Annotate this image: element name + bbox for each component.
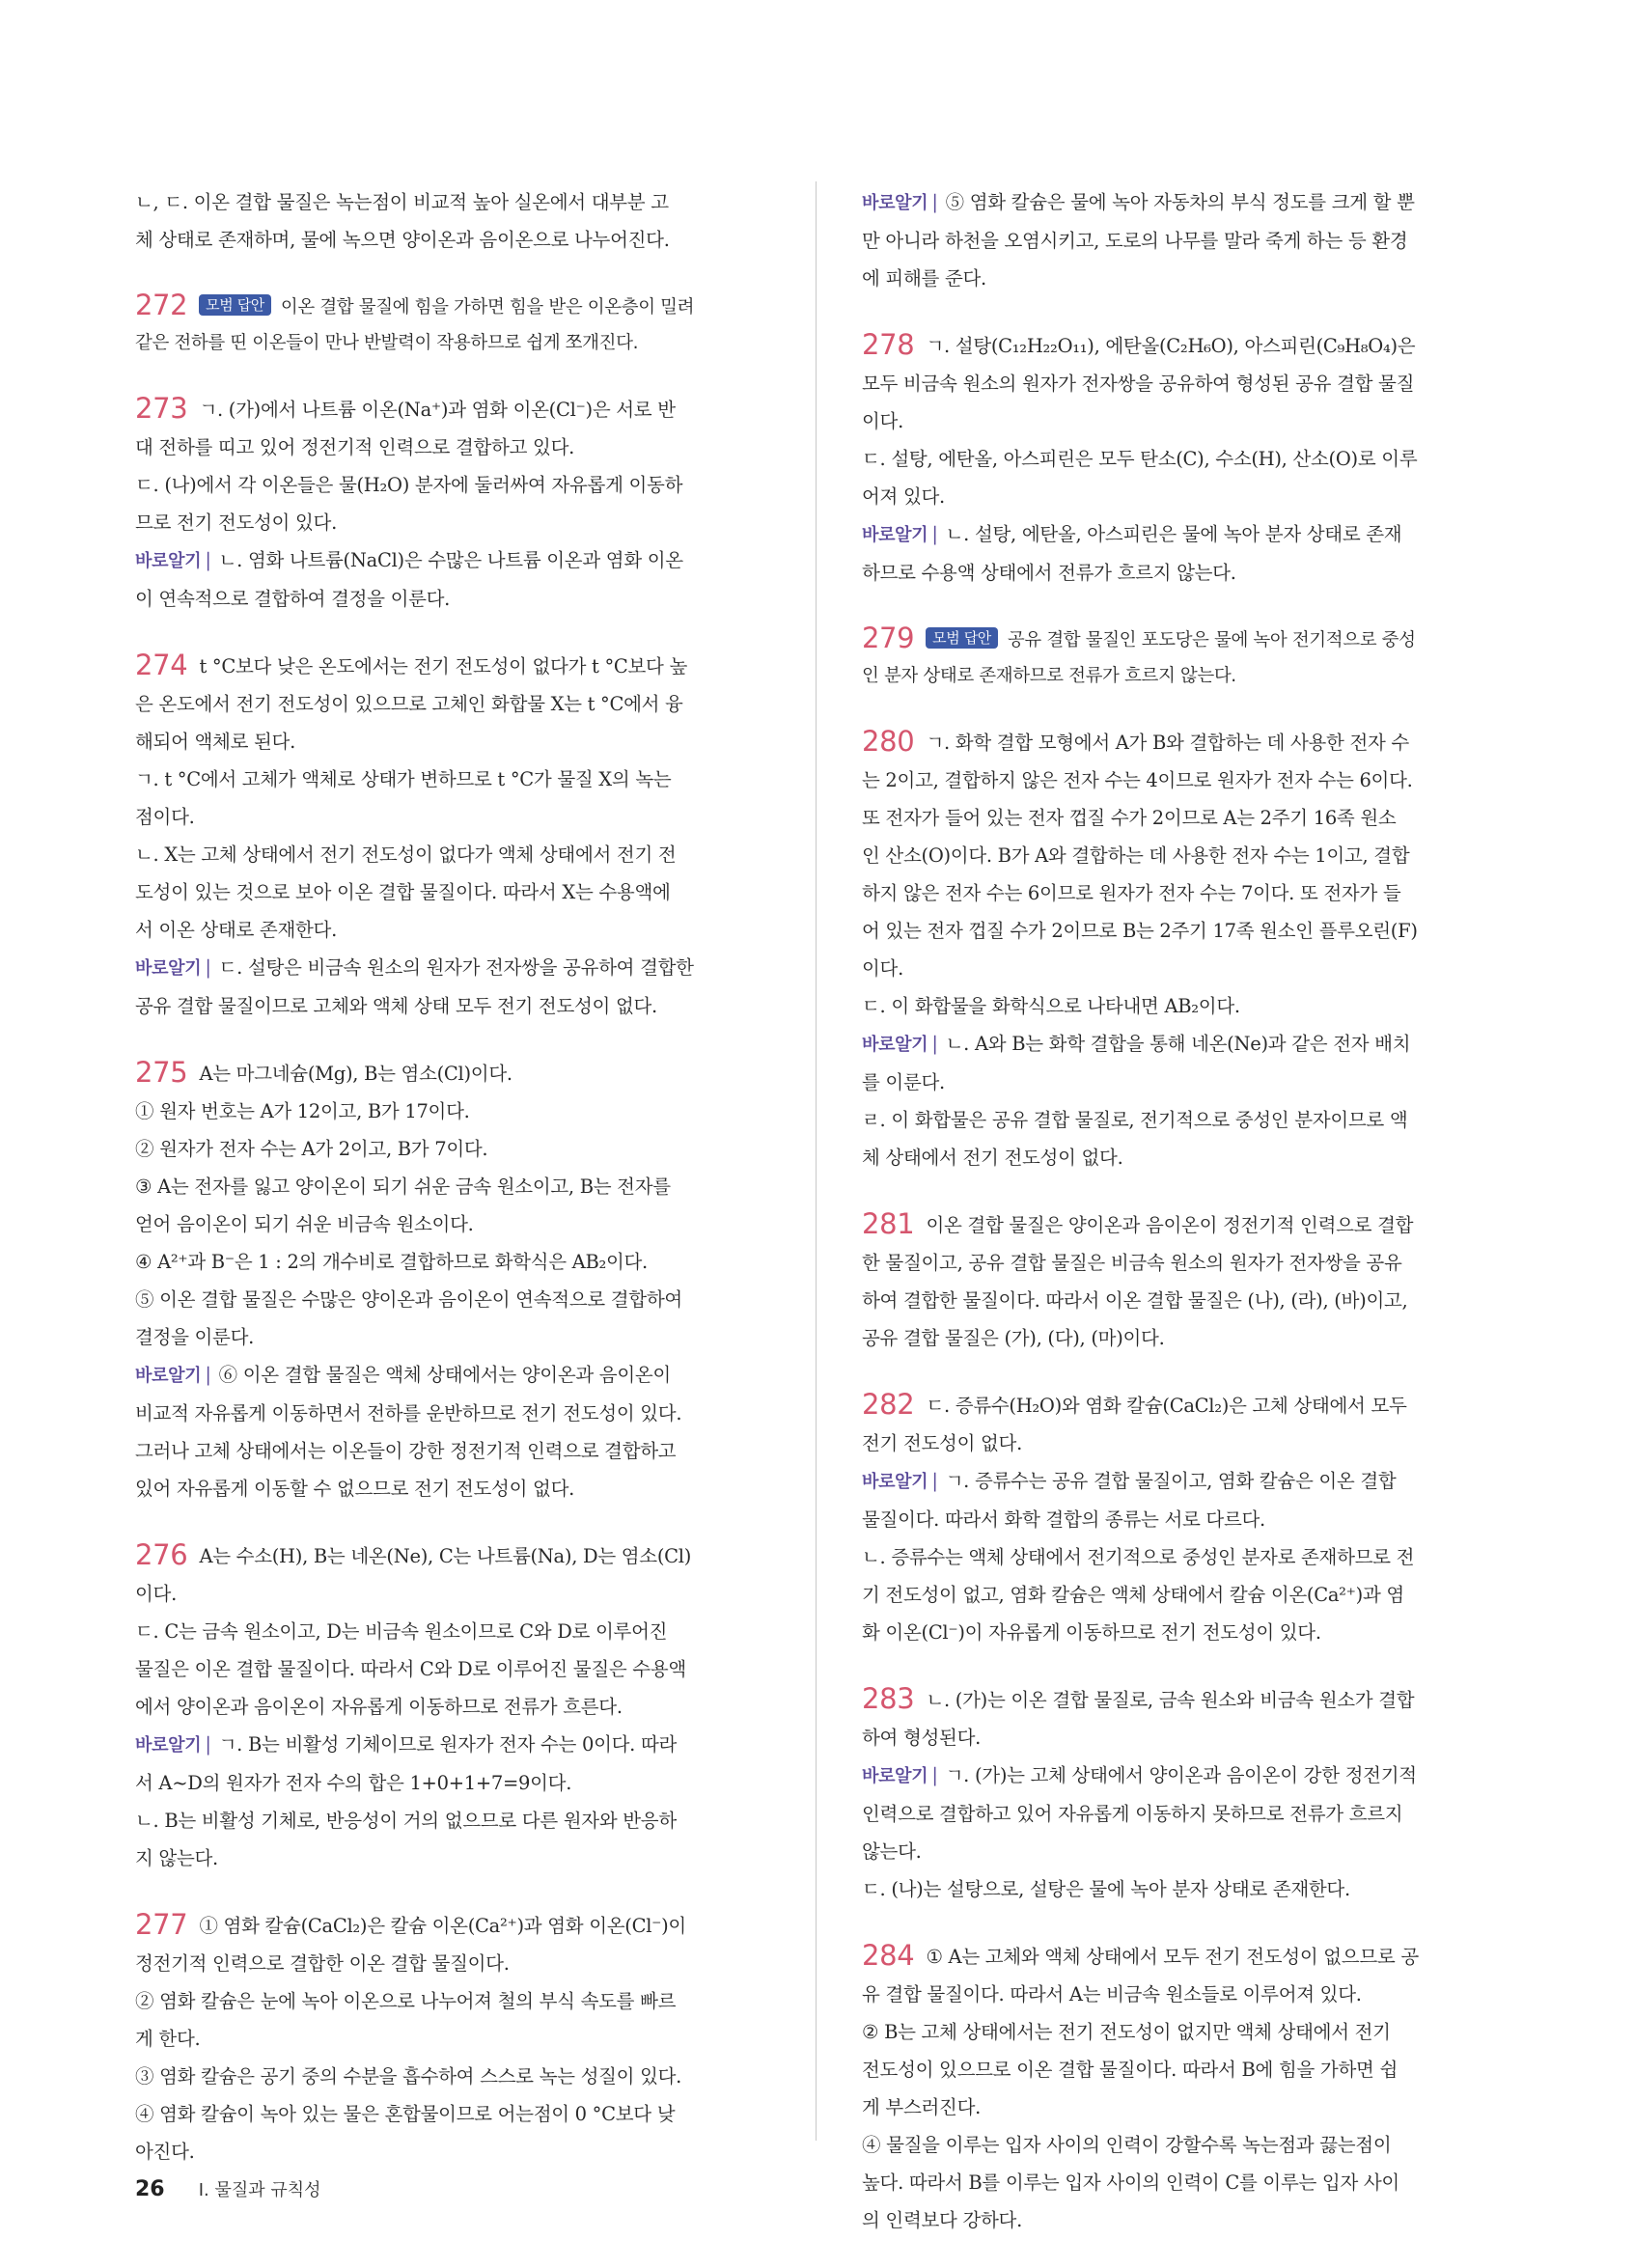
answer-line: 물질은 이온 결합 물질이다. 따라서 C와 D로 이루어진 물질은 수용액 [135, 1658, 686, 1680]
correction-line: ㄹ. 이 화합물은 공유 결합 물질로, 전기적으로 중성인 분자이므로 액 [862, 1109, 1408, 1131]
answer-274 [135, 647, 791, 1025]
answer-277-continued [862, 183, 1518, 297]
answer-line: 게 한다. [135, 2028, 201, 2050]
correction-bar: | [931, 191, 938, 213]
correction-line: 체 상태에서 전기 전도성이 없다. [862, 1147, 1123, 1169]
model-answer-line: 인 분자 상태로 존재하므로 전류가 흐르지 않는다. [862, 666, 1236, 686]
correction-bar: | [205, 956, 211, 979]
answer-line [862, 1386, 1518, 1424]
answer-line [862, 326, 1518, 365]
left-column [135, 183, 791, 2199]
model-answer-line [135, 288, 791, 325]
answer-line: 체 상태로 존재하며, 물에 녹으면 양이온과 음이온으로 나누어진다. [135, 229, 670, 251]
answer-line [862, 1680, 1518, 1719]
answer-line: 정전기적 인력으로 결합한 이온 결합 물질이다. [135, 1952, 510, 1975]
correction-bar: | [931, 1764, 938, 1786]
answer-282 [862, 1386, 1518, 1651]
model-answer-line [862, 621, 1518, 658]
answer-line: 높다. 따라서 B를 이루는 입자 사이의 인력이 C를 이루는 입자 사이 [862, 2171, 1399, 2194]
correction-line: 서 A~D의 원자가 전자 수의 합은 1+0+1+7=9이다. [135, 1772, 572, 1794]
answer-line: 공유 결합 물질은 (가), (다), (마)이다. [862, 1327, 1165, 1349]
answer-278 [862, 326, 1518, 592]
answer-line: ㄷ. (나)에서 각 이온들은 물(H₂O) 분자에 둘러싸여 자유롭게 이동하 [135, 474, 683, 496]
answer-text: ㄷ. 증류수(H₂O)와 염화 칼슘(CaCl₂)은 고체 상태에서 모두 [926, 1395, 1407, 1417]
answer-text: ㄴ. (가)는 이온 결합 물질로, 금속 원소와 비금속 원소가 결합 [926, 1689, 1415, 1711]
correction-line: 이 연속적으로 결합하여 결정을 이룬다. [135, 588, 451, 610]
correction-line: 만 아니라 하천을 오염시키고, 도로의 나무를 말라 죽게 하는 등 환경 [862, 230, 1408, 252]
answer-line: 이다. [135, 1583, 177, 1605]
answer-line: 전도성이 있으므로 이온 결합 물질이다. 따라서 B에 힘을 가하면 쉽 [862, 2059, 1398, 2081]
question-number: 279 [862, 622, 915, 654]
answer-line: 점이다. [135, 806, 195, 828]
answer-line: ④ 염화 칼슘이 녹아 있는 물은 혼합물이므로 어는점이 0 °C보다 낮 [135, 2103, 676, 2125]
model-answer-badge: 모범 답안 [926, 627, 998, 649]
answer-275 [135, 1054, 791, 1507]
correction-text: ㄴ. 염화 나트륨(NaCl)은 수많은 나트륨 이온과 염화 이온 [218, 549, 683, 571]
correction-line: 를 이룬다. [862, 1071, 945, 1093]
answer-277 [135, 1906, 791, 2171]
answer-line: 아진다. [135, 2141, 195, 2163]
correction-text: ㄱ. (가)는 고체 상태에서 양이온과 음이온이 강한 정전기적 [945, 1764, 1417, 1786]
answer-line: 해되어 액체로 된다. [135, 731, 295, 753]
correction-text: ㄱ. 증류수는 공유 결합 물질이고, 염화 칼슘은 이온 결합 [945, 1470, 1397, 1492]
correction-line [862, 1462, 1518, 1501]
answer-line: 에서 양이온과 음이온이 자유롭게 이동하므로 전류가 흐른다. [135, 1696, 623, 1718]
correction-line: 않는다. [862, 1840, 922, 1863]
correction-label: 바로알기 [135, 958, 202, 979]
answer-line: 게 부스러진다. [862, 2096, 982, 2118]
correction-line [135, 541, 791, 580]
correction-text: ⑤ 염화 칼슘은 물에 녹아 자동차의 부식 정도를 크게 할 뿐 [945, 191, 1415, 213]
correction-line: 기 전도성이 없고, 염화 칼슘은 액체 상태에서 칼슘 이온(Ca²⁺)과 염 [862, 1584, 1404, 1606]
answer-line [135, 1536, 791, 1575]
answer-line [135, 390, 791, 429]
correction-text: ㄱ. B는 비활성 기체이므로 원자가 전자 수는 0이다. 따라 [218, 1733, 678, 1756]
question-number: 282 [862, 1388, 915, 1421]
answer-line: 또 전자가 들어 있는 전자 껍질 수가 2이므로 A는 2주기 16족 원소 [862, 807, 1397, 829]
answer-279 [862, 621, 1518, 694]
answer-line [135, 1906, 791, 1945]
answer-284 [862, 1937, 1518, 2239]
correction-text: ㄷ. 설탕은 비금속 원소의 원자가 전자쌍을 공유하여 결합한 [218, 956, 694, 979]
answer-line: 대 전하를 띠고 있어 정전기적 인력으로 결합하고 있다. [135, 436, 575, 458]
question-number: 275 [135, 1056, 188, 1089]
question-number: 277 [135, 1908, 188, 1941]
answer-line: 는 2이고, 결합하지 않은 전자 수는 4이므로 원자가 전자 수는 6이다. [862, 769, 1413, 791]
column-divider [816, 181, 817, 2141]
answer-line: ④ A²⁺과 B⁻은 1 : 2의 개수비로 결합하므로 화학식은 AB₂이다. [135, 1251, 648, 1273]
question-number: 274 [135, 649, 188, 681]
model-answer-line: 같은 전하를 띤 이온들이 만나 반발력이 작용하므로 쉽게 쪼개진다. [135, 333, 639, 353]
page-number: 26 [135, 2177, 165, 2201]
answer-280 [862, 723, 1518, 1176]
correction-bar: | [931, 1033, 938, 1055]
answer-text: 이온 결합 물질은 양이온과 음이온이 정전기적 인력으로 결합 [926, 1214, 1414, 1236]
correction-line: ㄴ. B는 비활성 기체로, 반응성이 거의 없으므로 다른 원자와 반응하 [135, 1810, 677, 1832]
correction-bar: | [931, 523, 938, 545]
answer-271-continued [135, 183, 791, 259]
answer-line: ㄱ. t °C에서 고체가 액체로 상태가 변하므로 t °C가 물질 X의 녹는 [135, 768, 672, 790]
answer-line: ㄴ, ㄷ. 이온 결합 물질은 녹는점이 비교적 높아 실온에서 대부분 고 [135, 191, 669, 213]
answer-text: 이온 결합 물질에 힘을 가하면 힘을 받은 이온층이 밀려 [280, 297, 695, 318]
answer-line: 인 산소(O)이다. B가 A와 결합하는 데 사용한 전자 수는 1이고, 결합 [862, 844, 1410, 867]
question-number: 276 [135, 1538, 188, 1571]
correction-line: 비교적 자유롭게 이동하면서 전하를 운반하므로 전기 전도성이 있다. [135, 1402, 682, 1424]
answer-line: ② B는 고체 상태에서는 전기 전도성이 없지만 액체 상태에서 전기 [862, 2021, 1391, 2043]
correction-label: 바로알기 [135, 1366, 202, 1386]
answer-line: ㄷ. 설탕, 에탄올, 아스피린은 모두 탄소(C), 수소(H), 산소(O)로 이루 [862, 448, 1418, 470]
answer-line: 모두 비금속 원소의 원자가 전자쌍을 공유하여 형성된 공유 결합 물질 [862, 373, 1415, 395]
answer-text: ① 염화 칼슘(CaCl₂)은 칼슘 이온(Ca²⁺)과 염화 이온(Cl⁻)이 [199, 1915, 686, 1937]
answer-line: ㄷ. 이 화합물을 화학식으로 나타내면 AB₂이다. [862, 995, 1240, 1017]
answer-line [862, 1937, 1518, 1976]
answer-line: 한 물질이고, 공유 결합 물질은 비금속 원소의 원자가 전자쌍을 공유 [862, 1252, 1402, 1274]
answer-line [135, 647, 791, 685]
answer-text: 공유 결합 물질인 포도당은 물에 녹아 전기적으로 중성 [1007, 630, 1416, 650]
correction-line [862, 1025, 1518, 1064]
answer-line: 의 인력보다 강하다. [862, 2209, 1022, 2231]
question-number: 283 [862, 1682, 915, 1715]
correction-line: 인력으로 결합하고 있어 자유롭게 이동하지 못하므로 전류가 흐르지 [862, 1803, 1403, 1825]
correction-line [862, 1756, 1518, 1795]
correction-line: 물질이다. 따라서 화학 결합의 종류는 서로 다르다. [862, 1508, 1265, 1531]
answer-line: ㄷ. C는 금속 원소이고, D는 비금속 원소이므로 C와 D로 이루어진 [135, 1620, 668, 1643]
answer-line: ㄴ. X는 고체 상태에서 전기 전도성이 없다가 액체 상태에서 전기 전 [135, 844, 677, 866]
answer-283 [862, 1680, 1518, 1908]
answer-line: ③ A는 전자를 잃고 양이온이 되기 쉬운 금속 원소이고, B는 전자를 [135, 1175, 671, 1198]
answer-line: 이다. [862, 410, 903, 432]
question-number: 278 [862, 328, 915, 361]
correction-line [862, 183, 1518, 222]
answer-line: 은 온도에서 전기 전도성이 있으므로 고체인 화합물 X는 t °C에서 융 [135, 693, 683, 715]
answer-line: 얻어 음이온이 되기 쉬운 비금속 원소이다. [135, 1213, 474, 1235]
correction-line: 지 않는다. [135, 1847, 218, 1869]
answer-text: t °C보다 낮은 온도에서는 전기 전도성이 없다가 t °C보다 높 [199, 655, 688, 678]
answer-line: ④ 물질을 이루는 입자 사이의 인력이 강할수록 녹는점과 끓는점이 [862, 2134, 1392, 2156]
answer-272 [135, 288, 791, 361]
correction-bar: | [205, 549, 211, 571]
answer-text: A는 마그네슘(Mg), B는 염소(Cl)이다. [199, 1063, 512, 1085]
correction-label: 바로알기 [862, 1766, 928, 1786]
answer-line: ② 원자가 전자 수는 A가 2이고, B가 7이다. [135, 1138, 488, 1160]
question-number: 281 [862, 1207, 915, 1240]
answer-line: ① 원자 번호는 A가 12이고, B가 17이다. [135, 1100, 470, 1122]
correction-line [135, 1726, 791, 1764]
model-answer-badge: 모범 답안 [199, 294, 271, 316]
correction-line [862, 515, 1518, 554]
correction-line: ㄴ. 증류수는 액체 상태에서 전기적으로 중성인 분자로 존재하므로 전 [862, 1546, 1415, 1568]
correction-line: 하므로 수용액 상태에서 전류가 흐르지 않는다. [862, 562, 1236, 584]
correction-bar: | [205, 1733, 211, 1756]
correction-label: 바로알기 [862, 1035, 928, 1055]
correction-line: 그러나 고체 상태에서는 이온들이 강한 정전기적 인력으로 결합하고 [135, 1440, 677, 1462]
correction-line [135, 949, 791, 987]
answer-text: A는 수소(H), B는 네온(Ne), C는 나트륨(Na), D는 염소(Cl) [199, 1545, 692, 1567]
correction-label: 바로알기 [862, 1472, 928, 1492]
answer-text: ㄱ. 설탕(C₁₂H₂₂O₁₁), 에탄올(C₂H₆O), 아스피린(C₉H₈O₄)은 [926, 335, 1416, 357]
answer-line: 어 있는 전자 껍질 수가 2이므로 B는 2주기 17족 원소인 플루오린(F) [862, 920, 1418, 942]
right-column [862, 183, 1518, 2268]
answer-line: ③ 염화 칼슘은 공기 중의 수분을 흡수하여 스스로 녹는 성질이 있다. [135, 2065, 682, 2088]
answer-line: 전기 전도성이 없다. [862, 1432, 1022, 1454]
answer-276 [135, 1536, 791, 1877]
answer-273 [135, 390, 791, 618]
correction-label: 바로알기 [862, 525, 928, 545]
answer-line [135, 1054, 791, 1093]
answer-text: ㄱ. 화학 결합 모형에서 A가 B와 결합하는 데 사용한 전자 수 [926, 732, 1409, 754]
correction-line [135, 1356, 791, 1395]
answer-line: 므로 전기 전도성이 있다. [135, 512, 337, 534]
question-number: 273 [135, 392, 188, 425]
correction-line: 에 피해를 준다. [862, 267, 986, 290]
correction-text: ㄴ. A와 B는 화학 결합을 통해 네온(Ne)과 같은 전자 배치 [945, 1033, 1411, 1055]
answer-line [862, 1205, 1518, 1244]
answer-line: 하여 결합한 물질이다. 따라서 이온 결합 물질은 (나), (라), (바)이고, [862, 1289, 1408, 1312]
section-title: I. 물질과 규칙성 [198, 2180, 321, 2200]
answer-line: 어져 있다. [862, 485, 945, 508]
answer-text: ㄱ. (가)에서 나트륨 이온(Na⁺)과 염화 이온(Cl⁻)은 서로 반 [199, 399, 676, 421]
correction-label: 바로알기 [135, 1735, 202, 1756]
answer-line: 이다. [862, 957, 903, 980]
correction-text: ⑥ 이온 결합 물질은 액체 상태에서는 양이온과 음이온이 [218, 1364, 671, 1386]
correction-text: ㄴ. 설탕, 에탄올, 아스피린은 물에 녹아 분자 상태로 존재 [945, 523, 1402, 545]
page-footer [135, 2176, 321, 2201]
answer-line: ⑤ 이온 결합 물질은 수많은 양이온과 음이온이 연속적으로 결합하여 [135, 1288, 682, 1311]
correction-line: 있어 자유롭게 이동할 수 없으므로 전기 전도성이 없다. [135, 1478, 575, 1500]
correction-line: 화 이온(Cl⁻)이 자유롭게 이동하므로 전기 전도성이 있다. [862, 1621, 1321, 1644]
correction-bar: | [931, 1470, 938, 1492]
answer-line: 하여 형성된다. [862, 1727, 982, 1749]
answer-line: 도성이 있는 것으로 보아 이온 결합 물질이다. 따라서 X는 수용액에 [135, 881, 671, 903]
correction-label: 바로알기 [862, 193, 928, 213]
answer-line: 하지 않은 전자 수는 6이므로 원자가 전자 수는 7이다. 또 전자가 들 [862, 882, 1401, 904]
correction-line: ㄷ. (나)는 설탕으로, 설탕은 물에 녹아 분자 상태로 존재한다. [862, 1878, 1350, 1900]
correction-bar: | [205, 1364, 211, 1386]
question-number: 280 [862, 725, 915, 758]
answer-line [862, 723, 1518, 761]
question-number: 272 [135, 289, 188, 321]
answer-text: ① A는 고체와 액체 상태에서 모두 전기 전도성이 없으므로 공 [926, 1946, 1419, 1968]
answer-line: 결정을 이룬다. [135, 1326, 255, 1348]
answer-281 [862, 1205, 1518, 1357]
answer-line: 유 결합 물질이다. 따라서 A는 비금속 원소들로 이루어져 있다. [862, 1983, 1362, 2005]
answer-line: ② 염화 칼슘은 눈에 녹아 이온으로 나누어져 철의 부식 속도를 빠르 [135, 1990, 677, 2012]
question-number: 284 [862, 1939, 915, 1972]
answer-line: 서 이온 상태로 존재한다. [135, 919, 337, 941]
correction-label: 바로알기 [135, 551, 202, 571]
correction-line: 공유 결합 물질이므로 고체와 액체 상태 모두 전기 전도성이 없다. [135, 995, 657, 1017]
